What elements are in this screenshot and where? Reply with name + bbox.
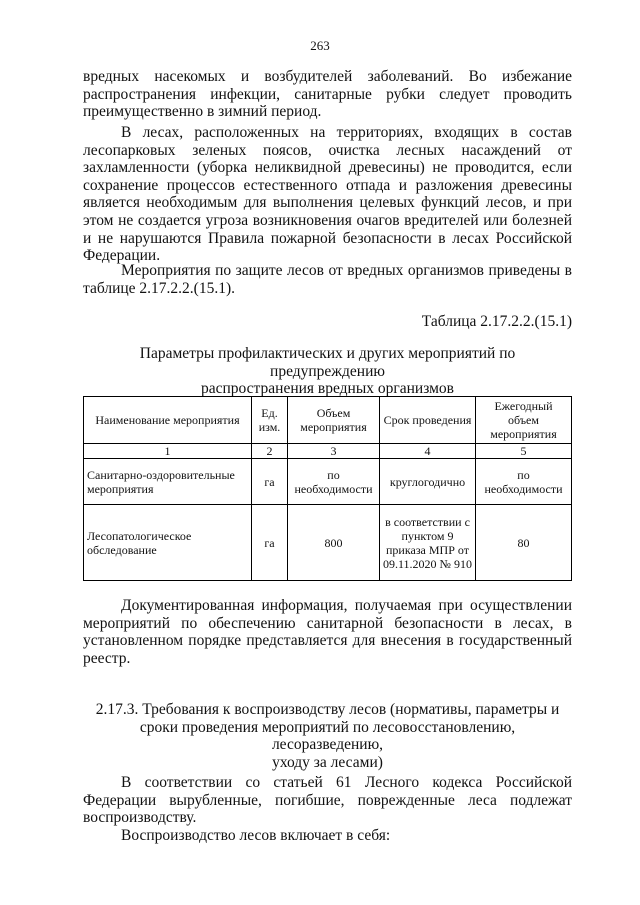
header-unit: Ед. изм. bbox=[252, 397, 288, 444]
table-number-row bbox=[84, 444, 572, 459]
cell-volume: 800 bbox=[288, 505, 380, 581]
header-volume: Объем мероприятия bbox=[288, 397, 380, 444]
section-heading: 2.17.3. Требования к воспроизводству лесов (нормативы, параметры и сроки проведения мероприятий по лесовосстановлению, лесоразведению, уходу за лесами) bbox=[95, 701, 560, 771]
page-number: 263 bbox=[310, 38, 330, 53]
cell-term: в соответствии с пунктом 9 приказа МПР от 09.11.2020 № 910 bbox=[380, 505, 476, 581]
column-number: 1 bbox=[84, 444, 252, 459]
cell-name: Санитарно-оздоровительные мероприятия bbox=[84, 459, 252, 505]
paragraph-reproduction: В соответствии со статьей 61 Лесного кодекса Российской Федерации вырубленные, погибшие, поврежденные леса подлежат воспроизводству. bbox=[83, 774, 572, 827]
paragraph-includes: Воспроизводство лесов включает в себя: bbox=[121, 827, 391, 844]
table-row bbox=[84, 505, 572, 581]
cell-name: Лесопатологическое обследование bbox=[84, 505, 252, 581]
paragraph-forest-parks: В лесах, расположенных на территориях, входящих в состав лесопарковых зеленых поясов, очистка лесных насаждений от захламленности (уборка неликвидной древесины) не проводится, если сохранение процессов естественного отпада и разложения древесины является необходимым для выполнения целевых функций лесов, и при этом не создается угроза возникновения очагов вредителей или болезней и не нарушаются Правила пожарной безопасности в лесах Российской Федерации. bbox=[83, 124, 572, 265]
cell-annual-volume: по необходимости bbox=[476, 459, 572, 505]
table-caption: Таблица 2.17.2.2.(15.1) bbox=[421, 313, 572, 330]
header-term: Срок проведения bbox=[380, 397, 476, 444]
column-number: 4 bbox=[380, 444, 476, 459]
column-number: 3 bbox=[288, 444, 380, 459]
table-title: Параметры профилактических и других мероприятий по предупреждению распространения вредных организмов bbox=[139, 345, 516, 398]
table-row bbox=[84, 459, 572, 505]
paragraph-intro: вредных насекомых и возбудителей заболеваний. Во избежание распространения инфекции, санитарные рубки следует проводить преимущественно в зимний период. bbox=[83, 68, 572, 121]
cell-unit: га bbox=[252, 505, 288, 581]
cell-annual-volume: 80 bbox=[476, 505, 572, 581]
header-annual-volume: Ежегодный объем мероприятия bbox=[476, 397, 572, 444]
cell-term: круглогодично bbox=[380, 459, 476, 505]
cell-unit: га bbox=[252, 459, 288, 505]
paragraph-measures: Мероприятия по защите лесов от вредных организмов приведены в таблице 2.17.2.2.(15.1). bbox=[83, 262, 572, 297]
column-number: 2 bbox=[252, 444, 288, 459]
column-number: 5 bbox=[476, 444, 572, 459]
paragraph-documented-info: Документированная информация, получаемая при осуществлении мероприятий по обеспечению санитарной безопасности в лесах, в установленном порядке представляется для внесения в государственный реестр. bbox=[83, 597, 572, 667]
parameters-table bbox=[83, 396, 572, 581]
header-name: Наименование мероприятия bbox=[84, 397, 252, 444]
cell-volume: по необходимости bbox=[288, 459, 380, 505]
table-header-row bbox=[84, 397, 572, 444]
